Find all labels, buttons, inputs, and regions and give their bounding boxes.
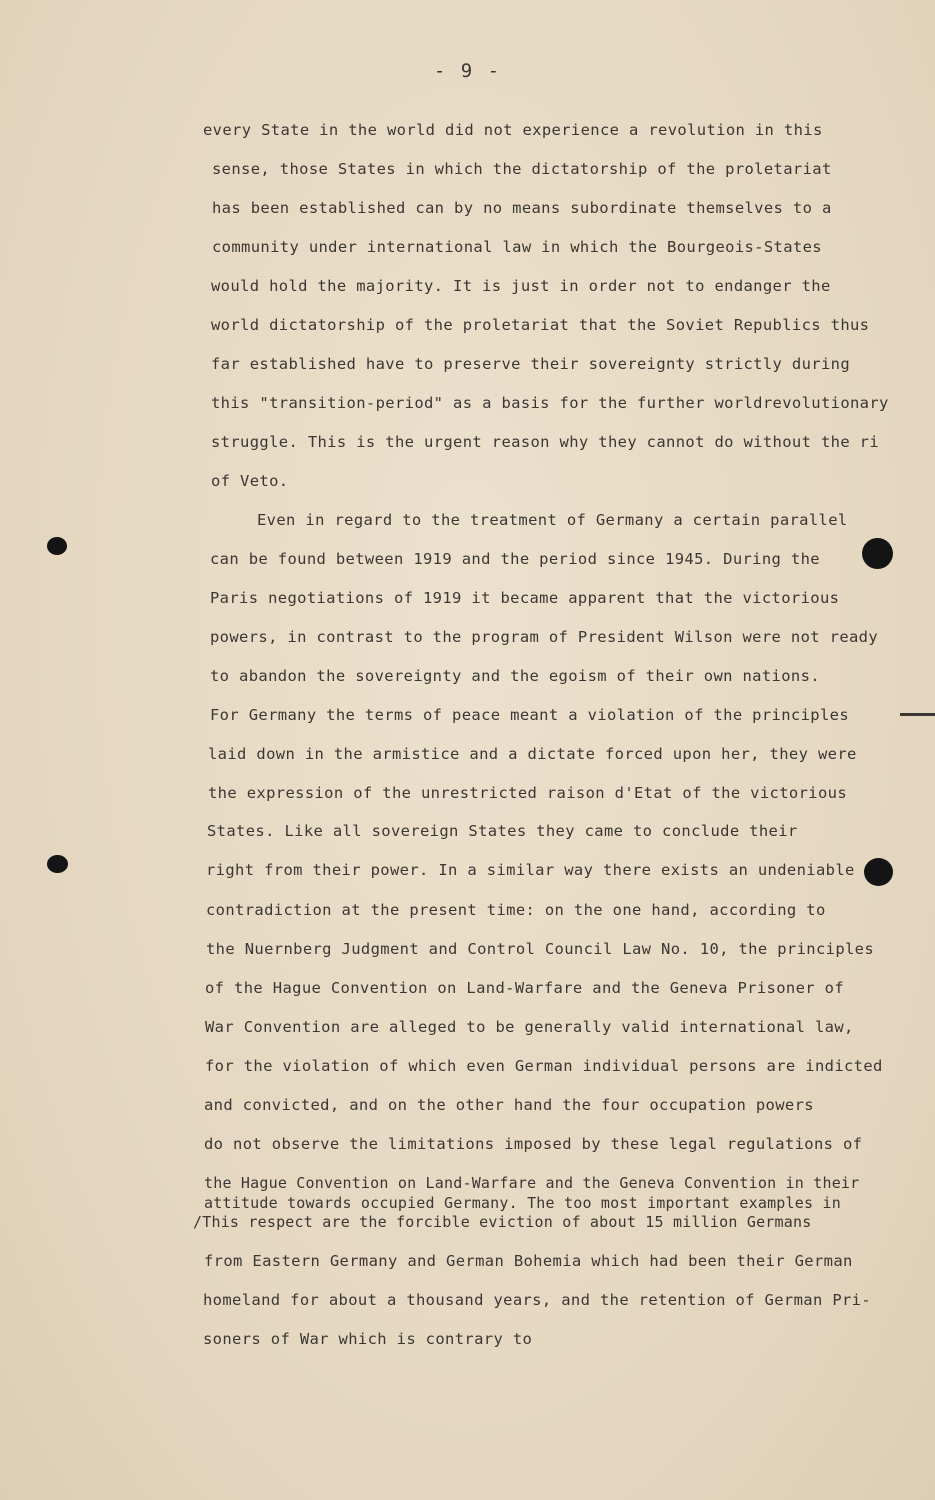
text-line: the expression of the unrestricted raison d'Etat of the victorious	[208, 784, 847, 802]
text-line: has been established can by no means subordinate themselves to a	[212, 199, 832, 217]
text-line: right from their power. In a similar way there exists an undeniable	[206, 861, 855, 879]
text-line: and convicted, and on the other hand the four occupation powers	[204, 1096, 814, 1114]
text-line: for the violation of which even German individual persons are indicted	[205, 1057, 883, 1075]
text-line: of Veto.	[211, 472, 289, 490]
text-line: can be found between 1919 and the period since 1945. During the	[210, 550, 820, 568]
punch-hole	[862, 538, 893, 569]
text-line: War Convention are alleged to be generally valid international law,	[205, 1018, 854, 1036]
text-line: this "transition-period" as a basis for the further worldrevolutionary	[211, 394, 889, 412]
text-line: do not observe the limitations imposed by these legal regulations of	[204, 1135, 863, 1153]
text-line: /This respect are the forcible eviction of about 15 million Germans	[193, 1213, 812, 1231]
text-line: far established have to preserve their sovereignty strictly during	[211, 355, 850, 373]
text-line: from Eastern Germany and German Bohemia which had been their German	[204, 1252, 853, 1270]
text-line: would hold the majority. It is just in order not to endanger the	[211, 277, 831, 295]
text-line: of the Hague Convention on Land-Warfare and the Geneva Prisoner of	[205, 979, 844, 997]
text-line: attitude towards occupied Germany. The too most important examples in	[204, 1194, 841, 1212]
text-line: the Nuernberg Judgment and Control Council Law No. 10, the principles	[206, 940, 875, 958]
text-line: States. Like all sovereign States they came to conclude their	[207, 822, 798, 840]
text-line: soners of War which is contrary to	[203, 1330, 533, 1348]
text-line: the Hague Convention on Land-Warfare and the Geneva Convention in their	[204, 1174, 860, 1192]
punch-hole	[864, 858, 893, 886]
text-line: Even in regard to the treatment of Germany a certain parallel	[257, 511, 848, 529]
text-line: to abandon the sovereignty and the egoism of their own nations.	[210, 667, 820, 685]
text-line: homeland for about a thousand years, and the retention of German Pri-	[203, 1291, 872, 1309]
text-line: sense, those States in which the dictatorship of the proletariat	[212, 160, 832, 178]
punch-hole	[47, 855, 68, 873]
text-line: laid down in the armistice and a dictate forced upon her, they were	[208, 745, 857, 763]
text-line: For Germany the terms of peace meant a violation of the principles	[210, 706, 849, 724]
text-line: community under international law in which the Bourgeois-States	[212, 238, 822, 256]
text-line: every State in the world did not experience a revolution in this	[203, 121, 823, 139]
punch-hole	[47, 537, 67, 555]
margin-mark	[900, 713, 935, 716]
text-line: struggle. This is the urgent reason why they cannot do without the ri	[211, 433, 880, 451]
text-line: powers, in contrast to the program of President Wilson were not ready	[210, 628, 879, 646]
text-line: world dictatorship of the proletariat that the Soviet Republics thus	[211, 316, 870, 334]
text-line: contradiction at the present time: on the one hand, according to	[206, 901, 826, 919]
page-number: - 9 -	[433, 60, 502, 82]
text-line: Paris negotiations of 1919 it became apparent that the victorious	[210, 589, 840, 607]
